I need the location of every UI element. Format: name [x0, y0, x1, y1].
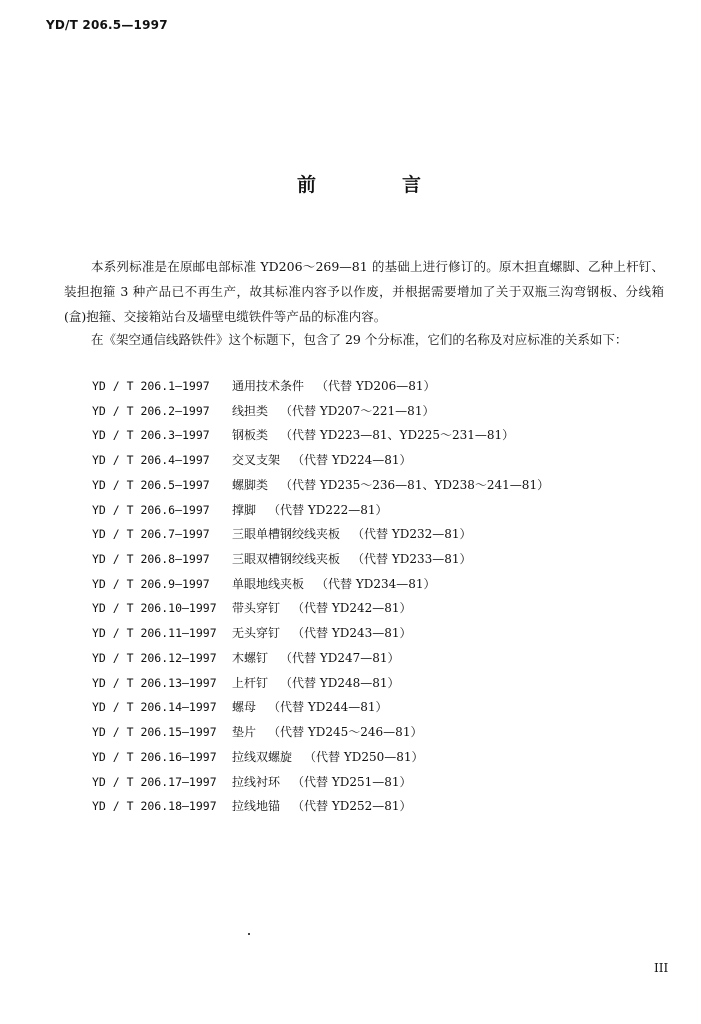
standard-title	[232, 399, 434, 424]
standard-name: 螺母	[232, 700, 257, 715]
standard-name: 上杆钉	[232, 675, 269, 690]
standard-title	[232, 423, 514, 448]
list-item	[92, 794, 652, 819]
standard-code: YD / T 206.18—1997	[92, 799, 217, 814]
standard-title	[232, 794, 412, 819]
list-item	[92, 621, 652, 646]
replaces-note: （代替 YD243—81）	[292, 626, 412, 641]
standard-code: YD / T 206.10—1997	[92, 601, 217, 616]
standard-name: 单眼地线夹板	[232, 576, 305, 591]
standard-name: 拉线双螺旋	[232, 749, 293, 764]
standard-code: YD / T 206.15—1997	[92, 725, 217, 740]
standard-name: 拉线地锚	[232, 799, 281, 814]
list-item	[92, 770, 652, 795]
replaces-note: （代替 YD223—81、YD225～231—81）	[280, 428, 515, 443]
replaces-note: （代替 YD233—81）	[352, 552, 472, 567]
list-item	[92, 473, 652, 498]
standard-name: 螺脚类	[232, 477, 269, 492]
list-item	[92, 695, 652, 720]
list-item	[92, 745, 652, 770]
standard-name: 通用技术条件	[232, 379, 305, 393]
replaces-note: （代替 YD244—81）	[268, 700, 388, 715]
replaces-note: （代替 YD222—81）	[268, 502, 388, 517]
standard-code: YD / T 206.13—1997	[92, 675, 217, 690]
intro-paragraph-2	[64, 327, 664, 352]
replaces-note: （代替 YD251—81）	[292, 774, 412, 789]
standard-title	[232, 572, 436, 597]
standard-title	[232, 770, 412, 795]
standard-title	[232, 720, 422, 745]
list-item	[92, 522, 652, 547]
intro-paragraph-1	[64, 254, 664, 329]
standard-code: YD / T 206.11—1997	[92, 626, 217, 641]
replaces-note: （代替 YD248—81）	[280, 675, 400, 690]
list-item	[92, 572, 652, 597]
paragraph-text: 本系列标准是在原邮电部标准 YD206～269—81 的基础上进行修订的。原木担直螺脚、乙种上杆钉、装担抱箍 3 种产品已不再生产，故其标准内容予以作废，并根据需要增加了关于双瓶三沟弯钢板、分线箱(盒)抱箍、交接箱站台及墙壁电缆铁件等产品的标准内容。	[64, 259, 664, 324]
standard-name: 垫片	[232, 725, 257, 740]
standard-code: YD / T 206.17—1997	[92, 774, 217, 789]
replaces-note: （代替 YD245～246—81）	[268, 725, 423, 740]
standard-title	[232, 374, 436, 399]
standard-name: 三眼双槽钢绞线夹板	[232, 552, 341, 567]
replaces-note: （代替 YD250—81）	[304, 749, 424, 764]
standard-code: YD / T 206.6—1997	[92, 502, 210, 517]
standards-list	[92, 374, 652, 819]
list-item	[92, 547, 652, 572]
list-item	[92, 646, 652, 671]
standard-code: YD / T 206.2—1997	[92, 403, 210, 418]
list-item	[92, 498, 652, 523]
standard-name: 交叉支架	[232, 453, 281, 468]
standard-code: YD / T 206.8—1997	[92, 552, 210, 567]
standard-name: 带头穿钉	[232, 601, 281, 616]
replaces-note: （代替 YD252—81）	[292, 799, 412, 814]
standard-title	[232, 522, 472, 547]
standard-name: 撑脚	[232, 502, 257, 517]
standard-code: YD / T 206.9—1997	[92, 576, 210, 591]
standard-code: YD / T 206.4—1997	[92, 453, 210, 468]
standard-title	[232, 498, 388, 523]
scan-artifact-dot	[248, 933, 250, 935]
standard-name: 线担类	[232, 403, 269, 418]
standard-title	[232, 621, 412, 646]
standard-code: YD / T 206.5—1997	[92, 477, 210, 492]
standard-title	[232, 596, 412, 621]
standard-name: 木螺钉	[232, 650, 269, 665]
standard-title	[232, 448, 412, 473]
list-item	[92, 596, 652, 621]
page-title	[0, 170, 701, 194]
standard-name: 钢板类	[232, 428, 269, 443]
standard-title	[232, 473, 549, 498]
replaces-note: （代替 YD247—81）	[280, 650, 400, 665]
standard-title	[232, 646, 400, 671]
standard-name: 拉线衬环	[232, 774, 281, 789]
standard-name: 无头穿钉	[232, 626, 281, 641]
standard-code: YD / T 206.12—1997	[92, 650, 217, 665]
standard-code: YD / T 206.14—1997	[92, 700, 217, 715]
replaces-note: （代替 YD235～236—81、YD238～241—81）	[280, 477, 550, 492]
list-item	[92, 374, 652, 399]
standard-title	[232, 745, 424, 770]
list-item	[92, 720, 652, 745]
standard-title	[232, 695, 388, 720]
standard-title	[232, 671, 400, 696]
standard-code: YD / T 206.1—1997	[92, 379, 210, 393]
replaces-note: （代替 YD224—81）	[292, 453, 412, 468]
paragraph-text: 在《架空通信线路铁件》这个标题下，包含了 29 个分标准，它们的名称及对应标准的关系如下：	[91, 332, 628, 347]
title-part-2: 言	[402, 174, 422, 196]
replaces-note: （代替 YD206—81）	[316, 379, 436, 393]
list-item	[92, 399, 652, 424]
list-item	[92, 423, 652, 448]
title-part-1: 前	[297, 174, 317, 196]
standard-name: 三眼单槽钢绞线夹板	[232, 527, 341, 542]
replaces-note: （代替 YD207～221—81）	[280, 403, 435, 418]
page-number: III	[654, 961, 669, 975]
replaces-note: （代替 YD232—81）	[352, 527, 472, 542]
standard-code: YD / T 206.16—1997	[92, 749, 217, 764]
standard-title	[232, 547, 472, 572]
replaces-note: （代替 YD234—81）	[316, 576, 436, 591]
standard-code: YD / T 206.7—1997	[92, 527, 210, 542]
list-item	[92, 671, 652, 696]
replaces-note: （代替 YD242—81）	[292, 601, 412, 616]
standard-code: YD / T 206.3—1997	[92, 428, 210, 443]
standard-code-header: YD/T 206.5—1997	[46, 18, 168, 32]
list-item	[92, 448, 652, 473]
